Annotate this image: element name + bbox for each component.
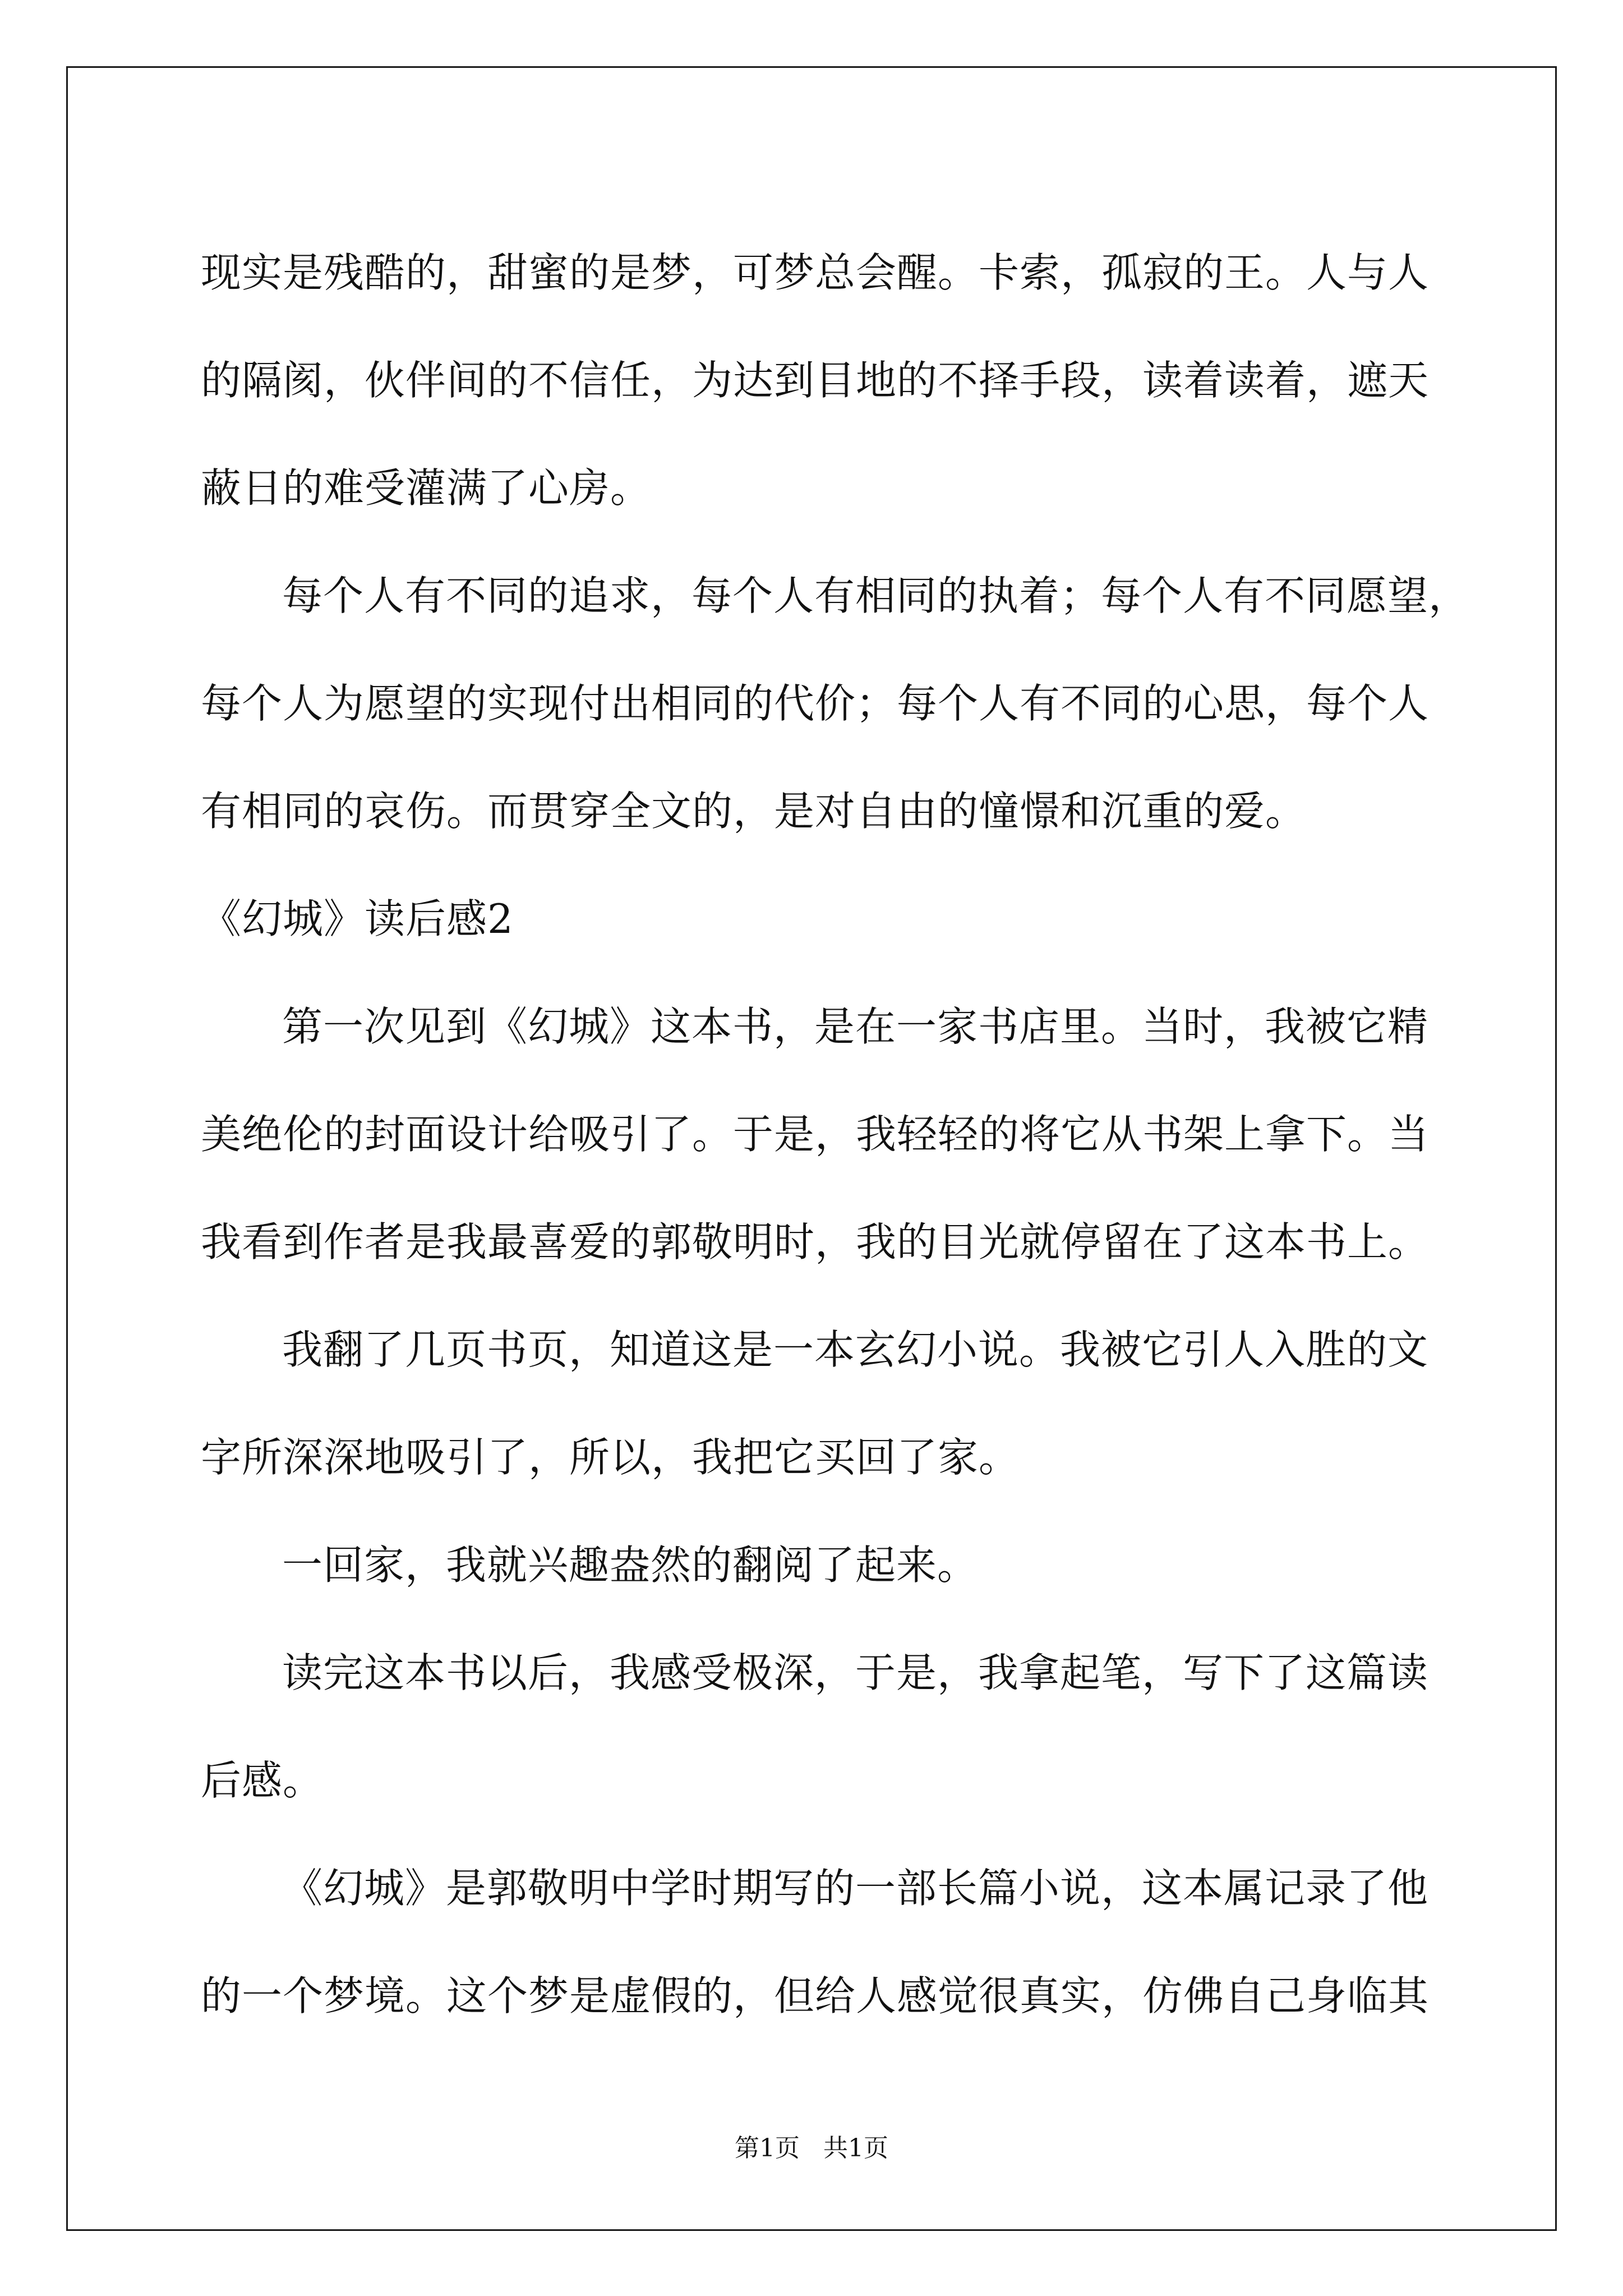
page-total: 共1页 (823, 2134, 888, 2162)
paragraph-line: 的隔阂，伙伴间的不信任，为达到目地的不择手段，读着读着，遮天 (201, 357, 1430, 404)
paragraph-line: 我看到作者是我最喜爱的郭敬明时，我的目光就停留在了这本书上。 (201, 1218, 1430, 1266)
paragraph-line: 字所深深地吸引了，所以，我把它买回了家。 (201, 1434, 1020, 1481)
paragraph-line: 后感。 (201, 1757, 324, 1804)
paragraph-line: 有相同的哀伤。而贯穿全文的，是对自由的憧憬和沉重的爱。 (201, 788, 1307, 835)
paragraph-line: 第一次见到《幻城》这本书，是在一家书店里。当时，我被它精 (282, 1003, 1429, 1050)
paragraph-line: 我翻了几页书页，知道这是一本玄幻小说。我被它引人入胜的文 (282, 1326, 1429, 1373)
paragraph-line: 美绝伦的封面设计给吸引了。于是，我轻轻的将它从书架上拿下。当 (201, 1111, 1430, 1158)
paragraph-line: 每个人有不同的追求，每个人有相同的执着；每个人有不同愿望， (282, 572, 1470, 619)
paragraph-line: 读完这本书以后，我感受极深，于是，我拿起笔，写下了这篇读 (282, 1649, 1429, 1696)
paragraph-line: 现实是残酷的，甜蜜的是梦，可梦总会醒。卡索，孤寂的王。人与人 (201, 249, 1430, 296)
page-footer (0, 2132, 1623, 2165)
section-heading: 《幻城》读后感2 (201, 895, 514, 942)
paragraph-line: 《幻城》是郭敬明中学时期写的一部长篇小说，这本属记录了他 (282, 1865, 1429, 1912)
paragraph-line: 每个人为愿望的实现付出相同的代价；每个人有不同的心思，每个人 (201, 680, 1430, 727)
document-body (201, 219, 1470, 2050)
paragraph-line: 一回家，我就兴趣盎然的翻阅了起来。 (282, 1542, 979, 1589)
paragraph-line: 的一个梦境。这个梦是虚假的，但给人感觉很真实，仿佛自己身临其 (201, 1972, 1430, 2019)
page-number: 第1页 (735, 2134, 800, 2162)
paragraph-line: 蔽日的难受灌满了心房。 (201, 464, 652, 512)
